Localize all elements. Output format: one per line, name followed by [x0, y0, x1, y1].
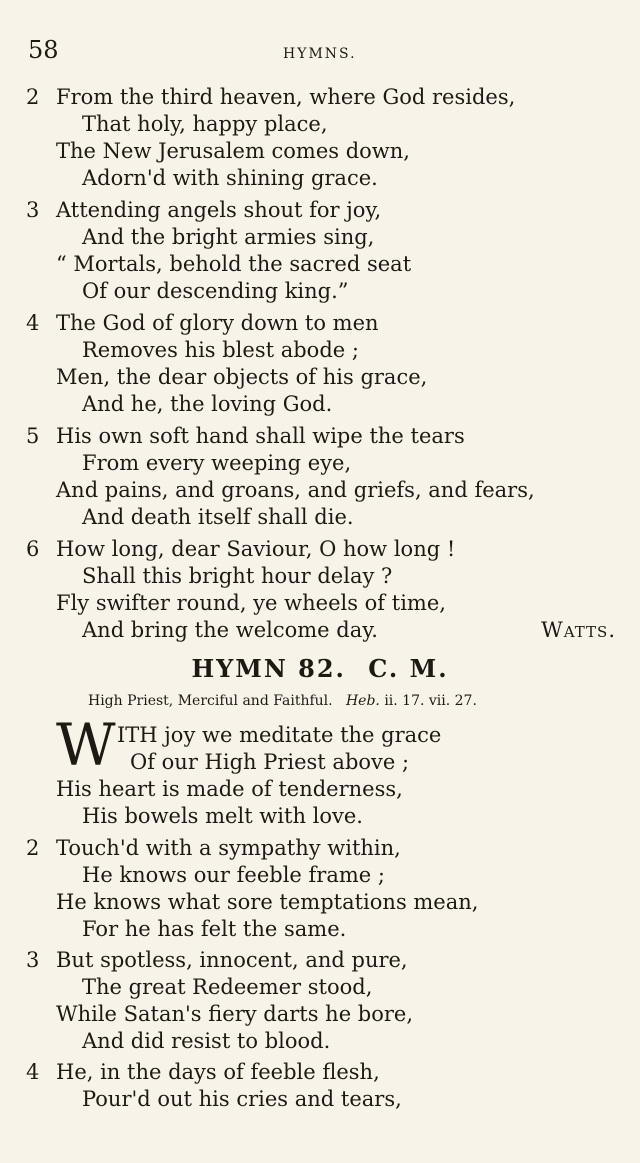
hymn-number: HYMN 82.: [191, 654, 346, 683]
verse-line: And pains, and groans, and griefs, and fears,: [56, 478, 535, 502]
stanza: [26, 947, 620, 1055]
stanza-number: 3: [26, 198, 40, 222]
stanza-number: 2: [26, 85, 40, 109]
verse-line: And death itself shall die.: [82, 505, 354, 529]
page-header: [28, 36, 612, 68]
verse-line: Of our High Priest above ;: [130, 750, 410, 774]
running-head: HYMNS.: [283, 46, 357, 62]
hymn-meter: C. M.: [368, 654, 449, 683]
verse-line: And bring the welcome day.: [82, 618, 378, 642]
verse-line: Pour'd out his cries and tears,: [82, 1087, 402, 1111]
verse-line: That holy, happy place,: [82, 112, 328, 136]
verse-line: Touch'd with a sympathy within,: [56, 836, 401, 860]
verse-line: And did resist to blood.: [82, 1029, 331, 1053]
verse-line: But spotless, innocent, and pure,: [56, 948, 408, 972]
verse-line: How long, dear Saviour, O how long !: [56, 537, 456, 561]
stanza-number: 2: [26, 836, 40, 860]
stanza-number: 5: [26, 424, 40, 448]
drop-cap: W: [56, 711, 116, 779]
verse-line: ITH joy we meditate the grace: [117, 723, 442, 747]
stanza: [26, 1059, 620, 1113]
verse-line: He knows what sore temptations mean,: [56, 890, 479, 914]
verse-line: Attending angels shout for joy,: [56, 198, 382, 222]
verse-line: He, in the days of feeble flesh,: [56, 1060, 380, 1084]
stanza: [26, 536, 620, 644]
verse-line: The great Redeemer stood,: [82, 975, 373, 999]
stanza: [26, 310, 620, 418]
stanza-number: 6: [26, 537, 40, 561]
verse-line: The God of glory down to men: [56, 311, 379, 335]
verse-line: For he has felt the same.: [82, 917, 347, 941]
hymn-title: [0, 654, 640, 683]
stanza-number: 3: [26, 948, 40, 972]
stanza-number: 4: [26, 311, 40, 335]
author-attribution: Watts.: [541, 618, 616, 642]
verse-line: Adorn'd with shining grace.: [82, 166, 378, 190]
verse-line: While Satan's fiery darts he bore,: [56, 1002, 414, 1026]
verse-line: From every weeping eye,: [82, 451, 352, 475]
verse-line: And he, the loving God.: [82, 392, 333, 416]
verse-line: The New Jerusalem comes down,: [56, 139, 410, 163]
verse-line: Shall this bright hour delay ?: [82, 564, 393, 588]
subtitle-text: High Priest, Merciful and Faithful.: [88, 693, 333, 709]
verse-line: His bowels melt with love.: [82, 804, 363, 828]
scripture-book: Heb.: [345, 693, 380, 709]
verse-line: And the bright armies sing,: [82, 225, 375, 249]
page-number: 58: [28, 36, 59, 64]
verse-line: “ Mortals, behold the sacred seat: [56, 252, 412, 276]
hymn-subtitle: [88, 693, 477, 709]
verse-line: Men, the dear objects of his grace,: [56, 365, 428, 389]
stanza: [26, 84, 620, 192]
verse-line: Fly swifter round, ye wheels of time,: [56, 591, 446, 615]
verse-line: Removes his blest abode ;: [82, 338, 359, 362]
stanza-number: 4: [26, 1060, 40, 1084]
stanza: [26, 835, 620, 943]
verse-line: Of our descending king.”: [82, 279, 349, 303]
verse-line: He knows our feeble frame ;: [82, 863, 385, 887]
verse-line: His heart is made of tenderness,: [56, 777, 403, 801]
verse-line: From the third heaven, where God resides,: [56, 85, 516, 109]
stanza: [26, 722, 620, 830]
stanza: [26, 423, 620, 531]
verse-line: His own soft hand shall wipe the tears: [56, 424, 465, 448]
stanza: [26, 197, 620, 305]
scripture-verses: ii. 17. vii. 27.: [384, 693, 477, 709]
